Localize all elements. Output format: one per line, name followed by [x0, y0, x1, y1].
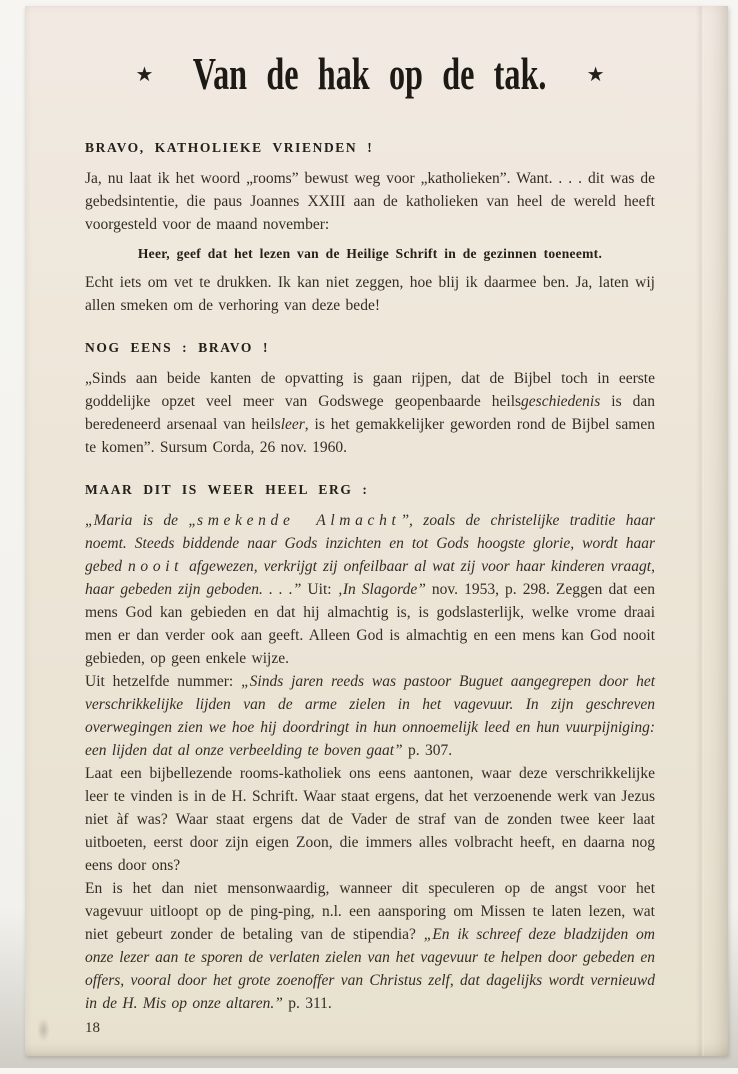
paragraph — [85, 670, 655, 762]
quote-text: „Sinds aan beide kanten de opvatting is gaan rijpen, dat de Bijbel toch in eerste goddelijke opzet veel meer van Godswege geopenbaarde heils — [85, 370, 655, 410]
margin-pencil-smudge — [37, 1018, 50, 1042]
quote-text-italic: leer — [280, 416, 305, 433]
source-reference: p. 311. — [282, 995, 332, 1012]
star-icon: ★ — [135, 63, 154, 86]
paragraph — [85, 167, 655, 236]
source-title-italic: ‚In Slagorde” — [337, 581, 426, 598]
source-reference: p. 307. — [402, 742, 453, 759]
paragraph-text: Uit hetzelfde nummer: — [85, 673, 242, 690]
quote-text-italic: afgewezen, verkrijgt zij onfeilbaar al wat zij voor haar kinderen vraagt, haar gebeden zijn geboden. . . .” — [85, 558, 655, 598]
paragraph — [85, 367, 655, 459]
paragraph-text: Laat een bijbellezende rooms-katholiek ons eens aantonen, waar deze verschrikkelijke leer te vinden is in de H. Schrift. Waar staat ergens, dat het verzoenende werk van Jezus niet àf was? Waar staat ergens dat de Vader de straf van de zonden twee keer laat uitboeten, eerst door zijn eigen Zoon, die immers alles volbracht heeft, en daarna nog eens door ons? — [85, 765, 655, 874]
paragraph — [85, 271, 655, 317]
quote-text: , is het gemakkelijker geworden rond de Bijbel samen te komen”. Sursum Corda, 26 nov. 1960. — [85, 416, 655, 456]
quote-text: is dan beredeneerd arsenaal van heils — [85, 393, 655, 433]
quote-text-italic: „En ik schreef deze bladzijden om onze lezer aan te sporen de verlaten zielen van het vagevuur te helpen door gebeden en offers, vooral door het grote zoenoffer van Christus zelf, dat dagelijks wordt vernieuwd in de H. Mis op onze altaren.” — [85, 926, 655, 1012]
paragraph-text: En is het dan niet mensonwaardig, wanneer dit speculeren op de angst voor het vagevuur uitloopt op de ping-ping, n.l. een aansporing om Missen te laten lezen, wat niet gebeurt zonder de betaling van de stipendia? — [85, 880, 655, 943]
quote-text-italic: geschiedenis — [521, 393, 601, 410]
section-heading-maar-dit-is-weer-heel-erg: MAAR DIT IS WEER HEEL ERG : — [85, 482, 369, 497]
page-title-row — [85, 46, 655, 102]
paragraph — [85, 877, 655, 1015]
paragraph-text: nov. 1953, p. 298. Zeggen dat een mens God kan gebieden en dat hij almachtig is, is godslasterlijk, welke vrome draai men er dan verder ook aan geeft. Alleen God is almachtig en een mens kan God nooit gebieden, op geen enkele wijze. — [85, 581, 655, 667]
page-title: Van de hak op de tak. — [193, 48, 547, 99]
scanned-book-page — [25, 6, 728, 1056]
star-icon: ★ — [586, 63, 605, 86]
page-content — [25, 6, 728, 1039]
quote-text-italic: „Sinds jaren reeds was pastoor Buguet aangegrepen door het verschrikkelijke lijden van de arme zielen in het vagevuur. In zijn geschreven overwegingen zien we hoe hij doordringt in hun onnoemelijk leed en hun vuurpijniging: een lijden dat al onze verbeelding te boven gaat” — [85, 673, 656, 759]
quote-text-spaced-italic: smekende Almacht — [197, 512, 401, 529]
page-number: 18 — [85, 1020, 100, 1036]
quote-text-italic: ”, zoals de christelijke traditie haar noemt. Steeds biddende naar Gods inzichten en tot Gods hoogste glorie, wordt haar gebed — [85, 512, 655, 575]
paragraph — [85, 762, 655, 877]
paragraph-text: Ja, nu laat ik het woord „rooms” bewust weg voor „katholieken”. Want. . . . dit was de gebedsintentie, die paus Joannes XXIII aan de katholieken van heel de wereld heeft voorgesteld voor de maand november: — [85, 170, 655, 233]
source-reference: Uit: — [301, 581, 338, 598]
section-heading-bravo-katholieke-vrienden: BRAVO, KATHOLIEKE VRIENDEN ! — [85, 140, 374, 155]
paragraph — [85, 509, 655, 670]
intercession-line: Heer, geef dat het lezen van de Heilige Schrift in de gezinnen toeneemt. — [137, 246, 603, 261]
quote-text-spaced-italic: nooit — [128, 558, 184, 575]
section-heading-nog-eens-bravo: NOG EENS : BRAVO ! — [85, 340, 270, 355]
paragraph-text: Echt iets om vet te drukken. Ik kan niet zeggen, hoe blij ik daarmee ben. Ja, laten wij allen smeken om de verhoring van deze bede! — [85, 274, 655, 314]
quote-text-italic: „Maria is de „ — [85, 512, 198, 529]
